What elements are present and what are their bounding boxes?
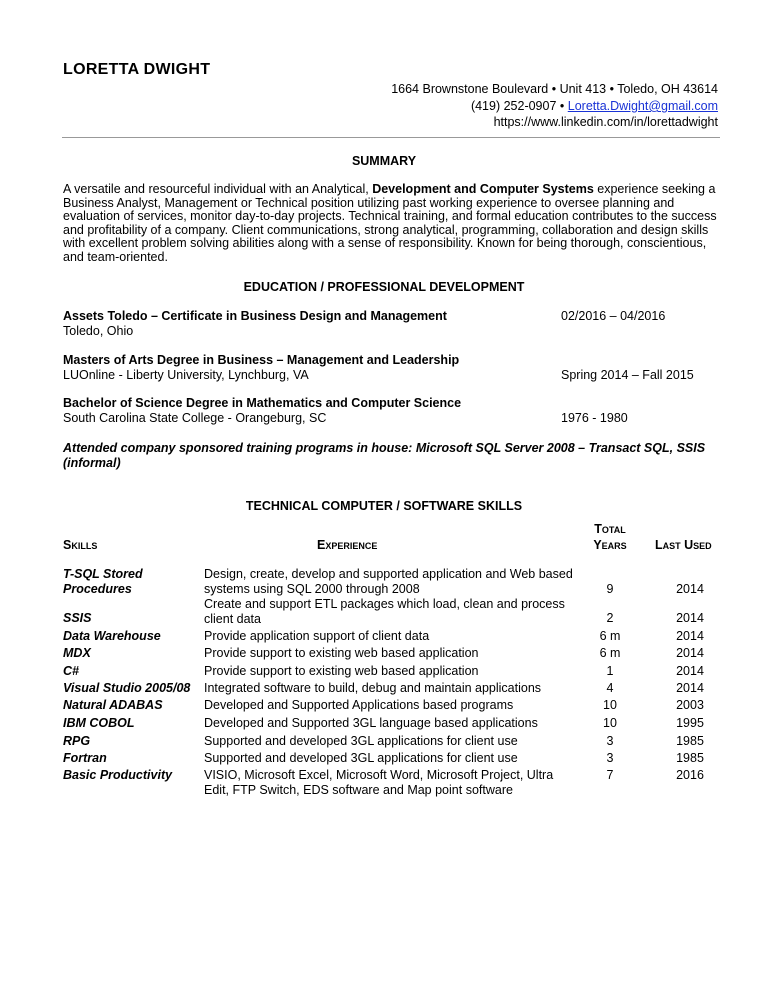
edu-dates-2: Spring 2014 – Fall 2015	[561, 368, 694, 382]
skill-years: 10	[603, 716, 617, 730]
col-total: Total	[594, 522, 626, 536]
skill-name: MDX	[63, 646, 91, 660]
linkedin-url: https://www.linkedin.com/in/lorettadwight	[493, 115, 718, 129]
skill-name: C#	[63, 664, 79, 678]
col-skills: Skills	[63, 538, 98, 552]
skill-experience: Provide support to existing web based application	[204, 664, 479, 678]
skill-experience: Developed and Supported 3GL language based applications	[204, 716, 538, 730]
skill-years: 3	[606, 751, 614, 765]
skill-experience: Provide application support of client data	[204, 629, 430, 643]
skill-years: 6 m	[599, 629, 621, 643]
phone: (419) 252-0907 •	[470, 99, 568, 113]
skill-experience: Provide support to existing web based application	[204, 646, 479, 660]
edu-title-2: Masters of Arts Degree in Business – Management and Leadership	[63, 353, 460, 367]
skill-years: 4	[606, 681, 614, 695]
summary-heading: SUMMARY	[351, 154, 417, 168]
skill-name: Basic Productivity	[63, 768, 173, 782]
skill-last-used: 2014	[676, 681, 704, 695]
skill-years: 9	[606, 582, 614, 596]
header-divider	[62, 137, 720, 138]
edu-place-2: LUOnline - Liberty University, Lynchburg, VA	[63, 368, 309, 382]
skills-heading: TECHNICAL COMPUTER / SOFTWARE SKILLS	[245, 499, 523, 513]
skill-last-used: 2003	[676, 698, 704, 712]
skill-years: 2	[606, 611, 614, 625]
skill-name: SSIS	[63, 611, 92, 625]
education-heading: EDUCATION / PROFESSIONAL DEVELOPMENT	[243, 280, 525, 294]
skill-years: 1	[606, 664, 614, 678]
skill-last-used: 2014	[676, 611, 704, 625]
skill-years: 10	[603, 698, 617, 712]
training-note: Attended company sponsored training programs in house: Microsoft SQL Server 2008 – Transact SQL, SSIS (informal)	[63, 441, 706, 470]
edu-dates-3: 1976 - 1980	[561, 411, 628, 425]
skill-last-used: 2014	[676, 582, 704, 596]
skill-last-used: 2014	[676, 646, 704, 660]
skill-experience: Create and support ETL packages which load, clean and process client data	[204, 597, 565, 626]
skill-last-used: 2014	[676, 664, 704, 678]
edu-title-1: Assets Toledo – Certificate in Business Design and Management	[63, 309, 447, 323]
skill-last-used: 2016	[676, 768, 704, 782]
skill-years: 6 m	[599, 646, 621, 660]
skill-name: Natural ADABAS	[63, 698, 163, 712]
skill-experience: VISIO, Microsoft Excel, Microsoft Word, Microsoft Project, Ultra Edit, FTP Switch, EDS software and Map point software	[204, 768, 554, 797]
skill-last-used: 1985	[676, 734, 704, 748]
email-link[interactable]: Loretta.Dwight@gmail.com	[567, 99, 718, 113]
phone-email-line	[471, 98, 718, 115]
skill-name: Visual Studio 2005/08	[63, 681, 191, 695]
skill-name: Fortran	[63, 751, 107, 765]
col-years: Years	[593, 538, 627, 552]
skill-name: RPG	[63, 734, 91, 748]
skill-experience: Supported and developed 3GL applications for client use	[204, 751, 518, 765]
skill-experience: Design, create, develop and supported application and Web based systems using SQL 2000 through 2008	[204, 567, 573, 596]
skill-experience: Supported and developed 3GL applications for client use	[204, 734, 518, 748]
skill-years: 7	[606, 768, 614, 782]
skill-experience: Developed and Supported Applications based programs	[204, 698, 514, 712]
skill-last-used: 2014	[676, 629, 704, 643]
col-last-used: Last Used	[655, 538, 712, 552]
edu-place-3: South Carolina State College - Orangeburg, SC	[63, 411, 327, 425]
skill-name: Data Warehouse	[63, 629, 161, 643]
edu-title-3: Bachelor of Science Degree in Mathematics and Computer Science	[63, 396, 462, 410]
resume-name: LORETTA DWIGHT	[63, 61, 211, 78]
edu-dates-1: 02/2016 – 04/2016	[561, 309, 666, 323]
address: 1664 Brownstone Boulevard • Unit 413 • Toledo, OH 43614	[391, 82, 718, 96]
col-experience: Experience	[317, 538, 378, 552]
skill-name: T-SQL Stored Procedures	[63, 567, 143, 596]
summary-text: A versatile and resourceful individual with an Analytical, Development and Computer Systems experience seeking a Business Analyst, Management or Technical position utilizing past working experience to oversee planning and evaluation of services, monitor day-to-day projects. Technical training, and formal education contributes to the success and profitability of a company. Client communications, strong analytical, programming, collaboration and design skills with excellent problem solving abilities along with a sense of responsibility. Known for being thorough, conscientious, and team-oriented.	[63, 182, 717, 264]
skill-experience: Integrated software to build, debug and maintain applications	[204, 681, 542, 695]
edu-place-1: Toledo, Ohio	[63, 324, 134, 338]
skill-last-used: 1985	[676, 751, 704, 765]
skill-name: IBM COBOL	[63, 716, 135, 730]
skill-last-used: 1995	[676, 716, 704, 730]
skill-years: 3	[606, 734, 614, 748]
